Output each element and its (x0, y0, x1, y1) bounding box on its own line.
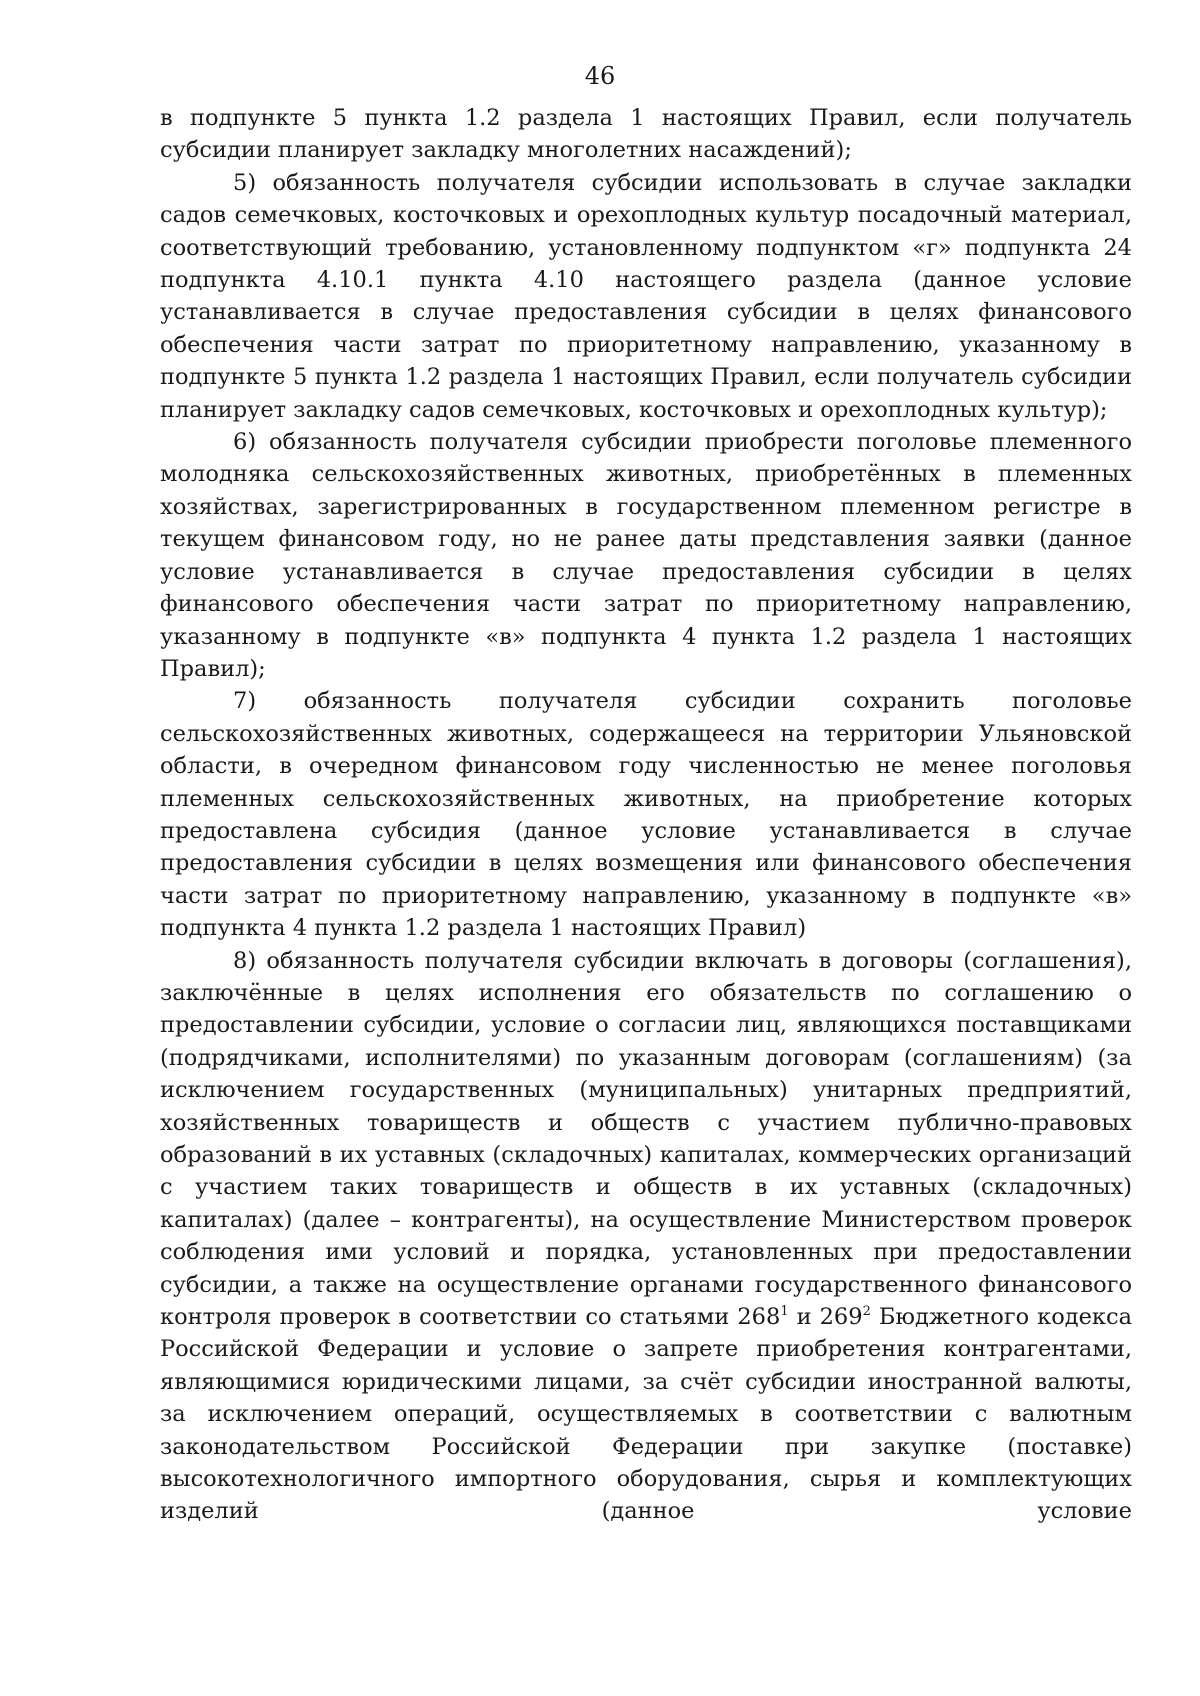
document-body (160, 102, 1132, 1528)
paragraph-item-8 (160, 945, 1132, 1528)
paragraph-item-8-part-1: 8) обязанность получателя субсидии включать в договоры (соглашения), заключённые в целях исполнения его обязательств по соглашению о предоставлении субсидии, условие о согласии лиц, являющихся поставщиками (подрядчиками, исполнителями) по указанным договорам (соглашениям) (за исключением государственных (муниципальных) унитарных предприятий, хозяйственных товариществ и обществ с участием публично-правовых образований в их уставных (складочных) капиталах, коммерческих организаций с участием таких товариществ и обществ в их уставных (складочных) капиталах) (далее – контрагенты), на осуществление Министерством проверок соблюдения ими условий и порядка, установленных при предоставлении субсидии, а также на осуществление органами государственного финансового контроля проверок в соответствии со статьями 268 (160, 947, 1132, 1331)
paragraph-item-6: 6) обязанность получателя субсидии приобрести поголовье племенного молодняка сельскохозяйственных животных, приобретённых в племенных хозяйствах, зарегистрированных в государственном племенном регистре в текущем финансовом году, но не ранее даты представления заявки (данное условие устанавливается в случае предоставления субсидии в целях финансового обеспечения части затрат по приоритетному направлению, указанному в подпункте «в» подпункта 4 пункта 1.2 раздела 1 настоящих Правил); (160, 429, 1132, 682)
page-number: 46 (584, 62, 616, 90)
article-268-superscript: 1 (780, 1304, 789, 1320)
paragraph-continuation: в подпункте 5 пункта 1.2 раздела 1 настоящих Правил, если получатель субсидии планирует закладку многолетних насаждений); (160, 105, 1132, 164)
paragraph-item-8-part-3: Бюджетного кодекса Российской Федерации и условие о запрете приобретения контрагентами, являющимися юридическими лицами, за счёт субсидии иностранной валюты, за исключением операций, осуществляемых в соответствии с валютным законодательством Российской Федерации при закупке (поставке) высокотехнологичного импортного оборудования, сырья и комплектующих изделий (данное условие (160, 1304, 1133, 1525)
paragraph-item-7: 7) обязанность получателя субсидии сохранить поголовье сельскохозяйственных животных, содержащееся на территории Ульяновской области, в очередном финансовом году численностью не менее поголовья племенных сельскохозяйственных животных, на приобретение которых предоставлена субсидия (данное условие устанавливается в случае предоставления субсидии в целях возмещения или финансового обеспечения части затрат по приоритетному направлению, указанному в подпункте «в» подпункта 4 пункта 1.2 раздела 1 настоящих Правил) (160, 688, 1132, 942)
paragraph-item-8-part-2: и 269 (788, 1304, 863, 1331)
article-269-superscript: 2 (862, 1304, 871, 1320)
paragraph-item-5: 5) обязанность получателя субсидии использовать в случае закладки садов семечковых, косточковых и орехоплодных культур посадочный материал, соответствующий требованию, установленному подпунктом «г» подпункта 24 подпункта 4.10.1 пункта 4.10 настоящего раздела (данное условие устанавливается в случае предоставления субсидии в целях финансового обеспечения части затрат по приоритетному направлению, указанному в подпункте 5 пункта 1.2 раздела 1 настоящих Правил, если получатель субсидии планирует закладку садов семечковых, косточковых и орехоплодных культур); (160, 169, 1132, 423)
